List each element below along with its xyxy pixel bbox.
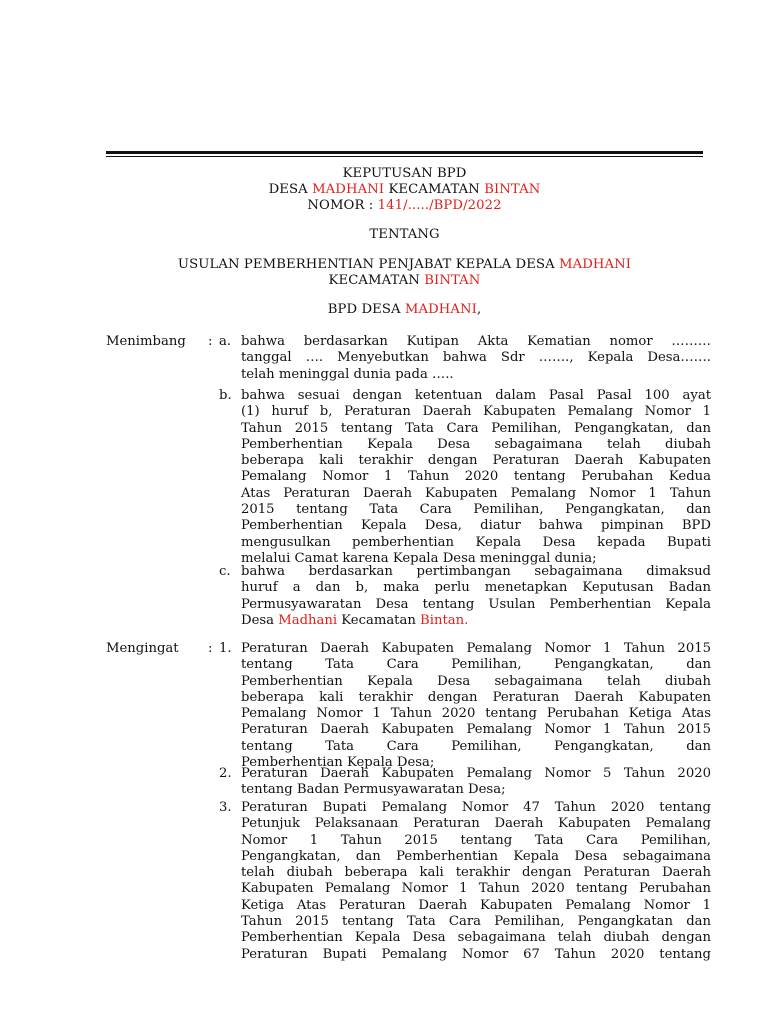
title-line-1: KEPUTUSAN BPD [342,166,467,181]
mengingat-item-3: 3. Peraturan Bupati Pemalang Nomor 47 Tahun 2020 tentang Petunjuk Pelaksanaan Peraturan Daerah Kabupaten Pemalang Nomor 1 Tahun 2015 tentang Tata Cara Pemilihan, Pengangkatan, dan Pemberhentian Kepala Desa sebagaimana telah diubah beberapa kali terakhir dengan Peraturan Daerah Kabupaten Pemalang Nomor 1 Tahun 2020 tentang Perubahan Ketiga Atas Peraturan Daerah Kabupaten Pemalang Nomor 1 Tahun 2015 tentang Tata Cara Pemilihan, Pengangkatan dan Pemberhentian Kepala Desa sebagaimana telah diubah dengan Peraturan Bupati Pemalang Nomor 67 Tahun 2020 tentang [219,800,711,962]
menimbang-colon: : [208,334,213,349]
header-rule-thick [106,151,703,154]
menimbang-item-a: a. bahwa berdasarkan Kutipan Akta Kematian nomor ……… tanggal …. Menyebutkan bahwa Sdr ……., Kepala Desa……. telah meninggal dunia pada ….. [219,334,711,382]
mengingat-label: Mengingat [106,641,179,656]
issuer-heading: BPD DESA MADHANI, [327,302,482,317]
menimbang-item-b: b. bahwa sesuai dengan ketentuan dalam Pasal Pasal 100 ayat (1) huruf b, Peraturan Daerah Kabupaten Pemalang Nomor 1 Tahun 2015 tentang Tata Cara Pemilihan, Pengangkatan, dan Pemberhentian Kepala Desa sebagaimana telah diubah beberapa kali terakhir dengan Peraturan Daerah Kabupaten Pemalang Nomor 1 Tahun 2020 tentang Perubahan Kedua Atas Peraturan Daerah Kabupaten Pemalang Nomor 1 Tahun 2015 tentang Tata Cara Pemilihan, Pengangkatan, dan Pemberhentian Kepala Desa, diatur bahwa pimpinan BPD mengusulkan pemberhentian Kepala Desa kepada Bupati melalui Camat karena Kepala Desa meninggal dunia; [219,388,711,566]
title-line-3: NOMOR : 141/...../BPD/2022 [307,198,502,213]
mengingat-item-2: 2. Peraturan Daerah Kabupaten Pemalang Nomor 5 Tahun 2020 tentang Badan Permusyawaratan Desa; [219,766,711,798]
decree-number: 141/...../BPD/2022 [377,198,502,213]
mengingat-colon: : [208,641,213,656]
tentang-heading: TENTANG [369,227,440,242]
menimbang-label: Menimbang [106,334,186,349]
header-rule-thin [106,156,703,157]
menimbang-item-c: c. bahwa berdasarkan pertimbangan sebagaimana dimaksud huruf a dan b, maka perlu menetapkan Keputusan Badan Permusyawaratan Desa tentang Usulan Pemberhentian Kepala Desa Madhani Kecamatan Bintan. [219,564,711,628]
decree-subject: USULAN PEMBERHENTIAN PENJABAT KEPALA DESA MADHANI KECAMATAN BINTAN [177,257,632,288]
title-line-2: DESA MADHANI KECAMATAN BINTAN [268,182,541,197]
mengingat-item-1: 1. Peraturan Daerah Kabupaten Pemalang Nomor 1 Tahun 2015 tentang Tata Cara Pemilihan, Pengangkatan, dan Pemberhentian Kepala Desa sebagaimana telah diubah beberapa kali terakhir dengan Peraturan Daerah Kabupaten Pemalang Nomor 1 Tahun 2020 tentang Perubahan Ketiga Atas Peraturan Daerah Kabupaten Pemalang Nomor 1 Tahun 2015 tentang Tata Cara Pemilihan, Pengangkatan, dan Pemberhentian Kepala Desa; [219,641,711,771]
village-name: MADHANI [312,182,385,197]
district-name: BINTAN [484,182,541,197]
decree-title [106,166,703,214]
